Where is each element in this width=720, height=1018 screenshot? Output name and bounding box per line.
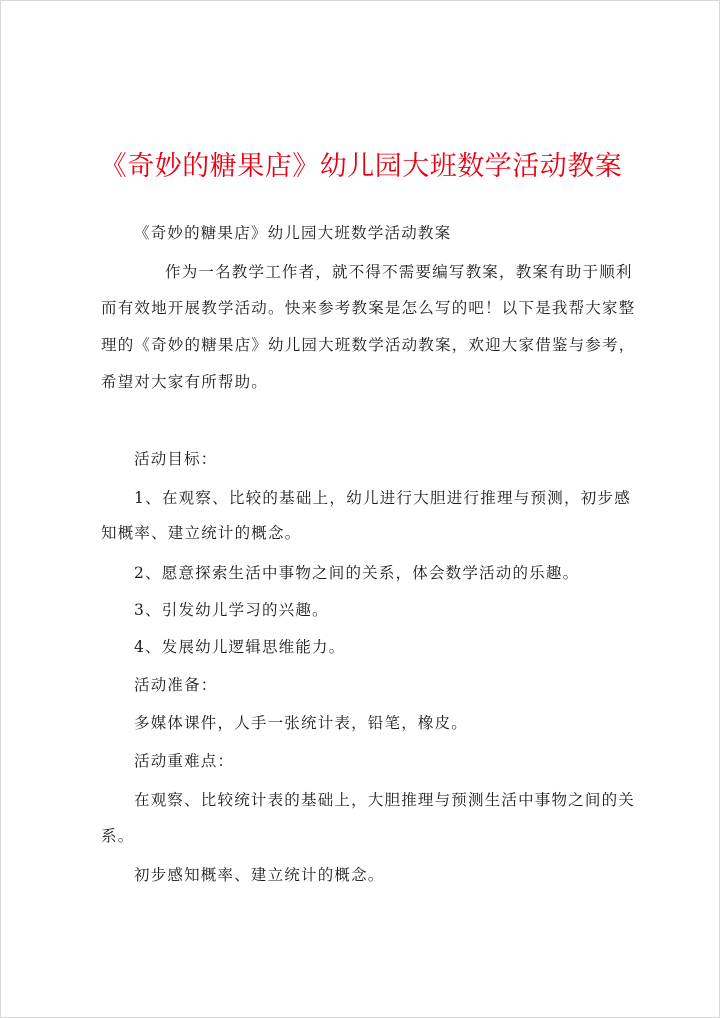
key-point-1-line-2: 系。: [101, 827, 135, 845]
intro-line-3: 理的《奇妙的糖果店》幼儿园大班数学活动教案，欢迎大家借鉴与参考，: [101, 336, 636, 354]
key-point-2: 初步感知概率、建立统计的概念。: [134, 866, 385, 884]
goal-4: 4、发展幼儿逻辑思维能力。: [134, 638, 346, 656]
goal-3: 3、引发幼儿学习的兴趣。: [134, 601, 329, 619]
subtitle-line: 《奇妙的糖果店》幼儿园大班数学活动教案: [134, 224, 452, 242]
intro-line-2: 而有效地开展教学活动。快来参考教案是怎么写的吧！以下是我帮大家整: [101, 299, 636, 317]
goal-2: 2、愿意探索生活中事物之间的关系，体会数学活动的乐趣。: [134, 564, 580, 582]
goal-1-line-1: 1、在观察、比较的基础上，幼儿进行大胆进行推理与预测，初步感: [134, 489, 631, 507]
key-point-1-line-1: 在观察、比较统计表的基础上，大胆推理与预测生活中事物之间的关: [134, 791, 636, 809]
section-heading-key-points: 活动重难点：: [134, 752, 235, 770]
section-heading-goals: 活动目标：: [134, 450, 218, 468]
preparation-text: 多媒体课件，人手一张统计表，铅笔，橡皮。: [134, 714, 469, 732]
intro-line-1: 作为一名教学工作者，就不得不需要编写教案，教案有助于顺利: [165, 263, 633, 281]
intro-line-4: 希望对大家有所帮助。: [101, 373, 269, 391]
goal-1-line-2: 知概率、建立统计的概念。: [101, 524, 302, 542]
document-title: 《奇妙的糖果店》幼儿园大班数学活动教案: [99, 151, 623, 182]
section-heading-preparation: 活动准备：: [134, 676, 218, 694]
